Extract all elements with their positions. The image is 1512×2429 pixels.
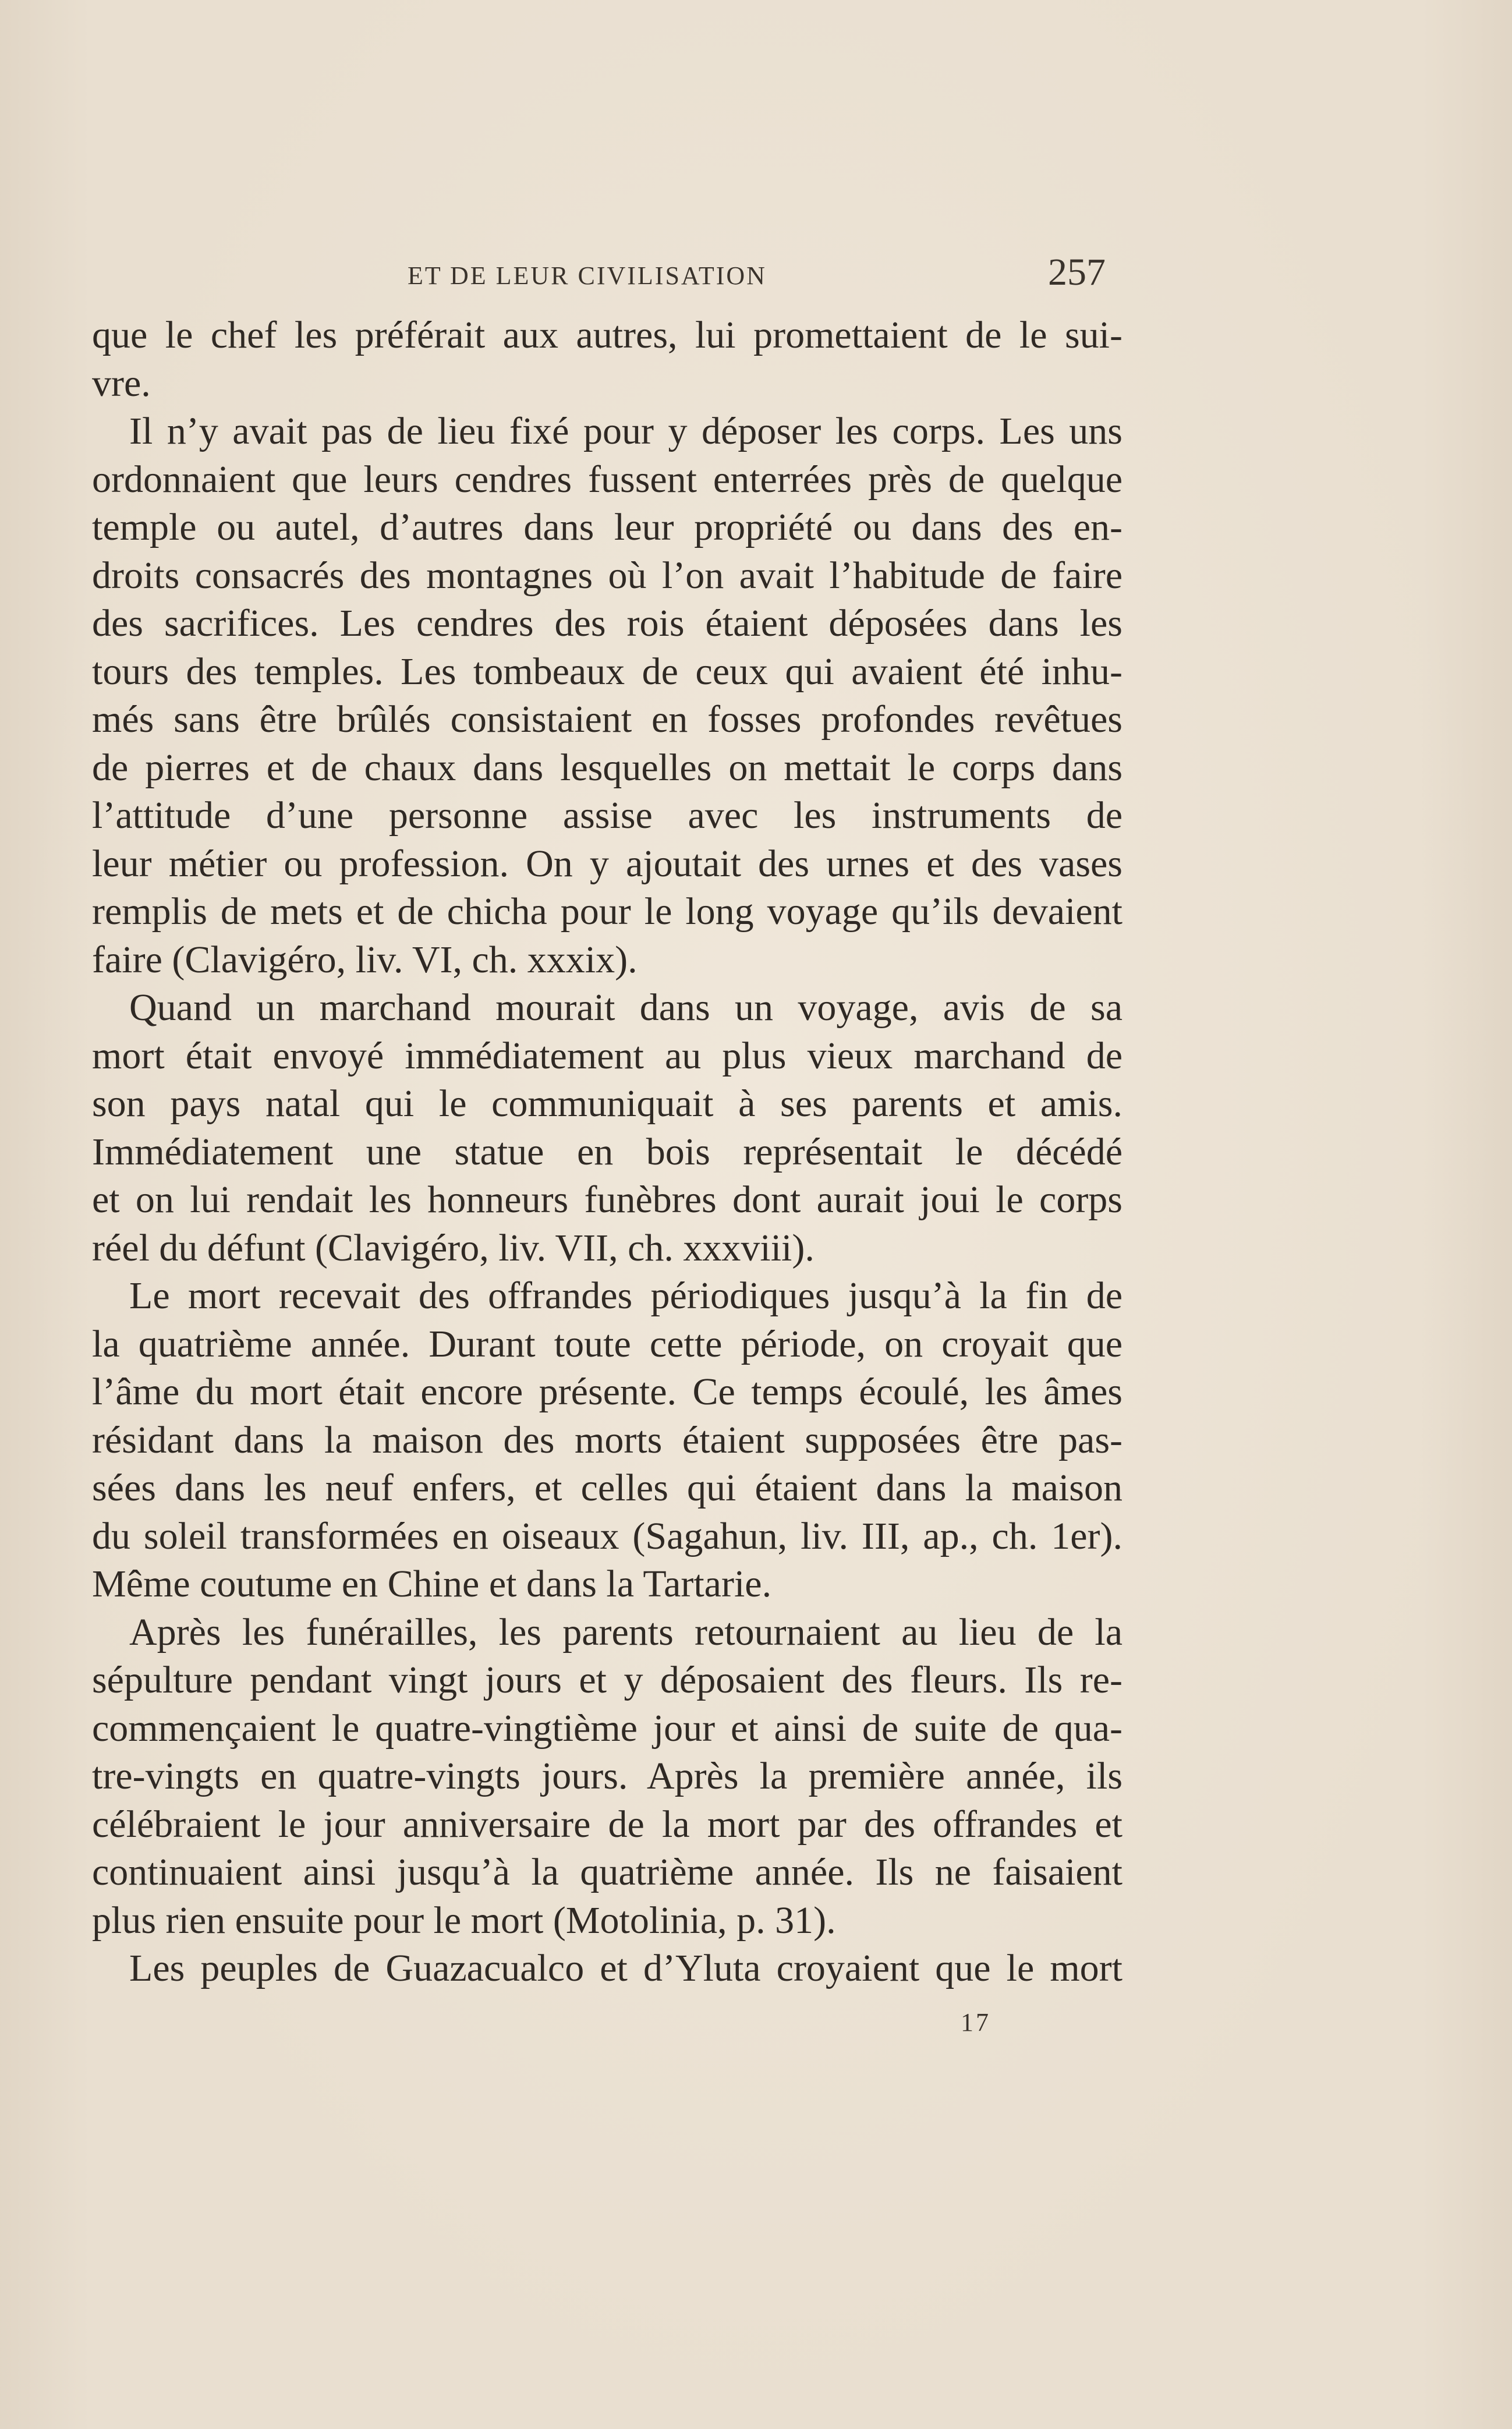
text-line: réel du défunt (Clavigéro, liv. VII, ch. xxxviii).: [92, 1226, 815, 1269]
text-line: Quand un marchand mourait dans un voyage, avis de sa: [129, 986, 1123, 1029]
text-line: Même coutume en Chine et dans la Tartarie.: [92, 1563, 772, 1605]
text-line: droits consacrés des montagnes où l’on avait l’habitude de faire: [92, 554, 1123, 597]
text-line: faire (Clavigéro, liv. VI, ch. xxxix).: [92, 938, 638, 981]
text-line: leur métier ou profession. On y ajoutait des urnes et des vases: [92, 842, 1123, 885]
text-line: sées dans les neuf enfers, et celles qui étaient dans la maison: [92, 1467, 1123, 1509]
text-line: ordonnaient que leurs cendres fussent enterrées près de quelque: [92, 458, 1123, 501]
text-line: tre-vingts en quatre-vingts jours. Après la première année, ils: [92, 1755, 1123, 1797]
text-line: plus rien ensuite pour le mort (Motolinia, p. 31).: [92, 1899, 836, 1942]
text-line: son pays natal qui le communiquait à ses parents et amis.: [92, 1082, 1123, 1125]
text-line: l’attitude d’une personne assise avec les instruments de: [92, 794, 1123, 837]
text-line: Après les funérailles, les parents retournaient au lieu de la: [129, 1610, 1123, 1653]
text-line: célébraient le jour anniversaire de la mort par des offrandes et: [92, 1803, 1123, 1846]
text-line: et on lui rendait les honneurs funèbres dont aurait joui le corps: [92, 1178, 1123, 1221]
text-line: la quatrième année. Durant toute cette période, on croyait que: [92, 1322, 1123, 1365]
text-line: des sacrifices. Les cendres des rois étaient déposées dans les: [92, 602, 1123, 645]
text-line: Il n’y avait pas de lieu fixé pour y déposer les corps. Les uns: [129, 410, 1123, 452]
text-line: continuaient ainsi jusqu’à la quatrième année. Ils ne faisaient: [92, 1851, 1123, 1893]
text-line: de pierres et de chaux dans lesquelles on mettait le corps dans: [92, 746, 1123, 789]
running-title: ET DE LEUR CIVILISATION: [408, 261, 767, 290]
text-line: remplis de mets et de chicha pour le long voyage qu’ils devaient: [92, 890, 1123, 933]
text-line: l’âme du mort était encore présente. Ce temps écoulé, les âmes: [92, 1371, 1123, 1413]
text-line: sépulture pendant vingt jours et y déposaient des fleurs. Ils re-: [92, 1659, 1123, 1701]
text-line: résidant dans la maison des morts étaient supposées être pas-: [92, 1418, 1123, 1461]
text-line: Les peuples de Guazacualco et d’Yluta croyaient que le mort: [129, 1947, 1123, 1989]
text-line: tours des temples. Les tombeaux de ceux qui avaient été inhu-: [92, 650, 1123, 693]
text-line: du soleil transformées en oiseaux (Sagahun, liv. III, ap., ch. 1er).: [92, 1514, 1123, 1557]
text-line: vre.: [92, 362, 151, 405]
text-line: Immédiatement une statue en bois représentait le décédé: [92, 1130, 1123, 1173]
text-line: temple ou autel, d’autres dans leur propriété ou dans des en-: [92, 506, 1123, 548]
text-line: que le chef les préférait aux autres, lui promettaient de le sui-: [92, 314, 1123, 356]
text-line: Le mort recevait des offrandes périodiques jusqu’à la fin de: [129, 1274, 1123, 1317]
text-line: mort était envoyé immédiatement au plus vieux marchand de: [92, 1034, 1123, 1077]
page-number: 257: [1048, 251, 1106, 293]
text-line: més sans être brûlés consistaient en fosses profondes revêtues: [92, 698, 1123, 741]
body-text: [92, 311, 1123, 1993]
text-line: commençaient le quatre-vingtième jour et ainsi de suite de qua-: [92, 1706, 1123, 1750]
signature-mark: 17: [961, 2008, 991, 2037]
